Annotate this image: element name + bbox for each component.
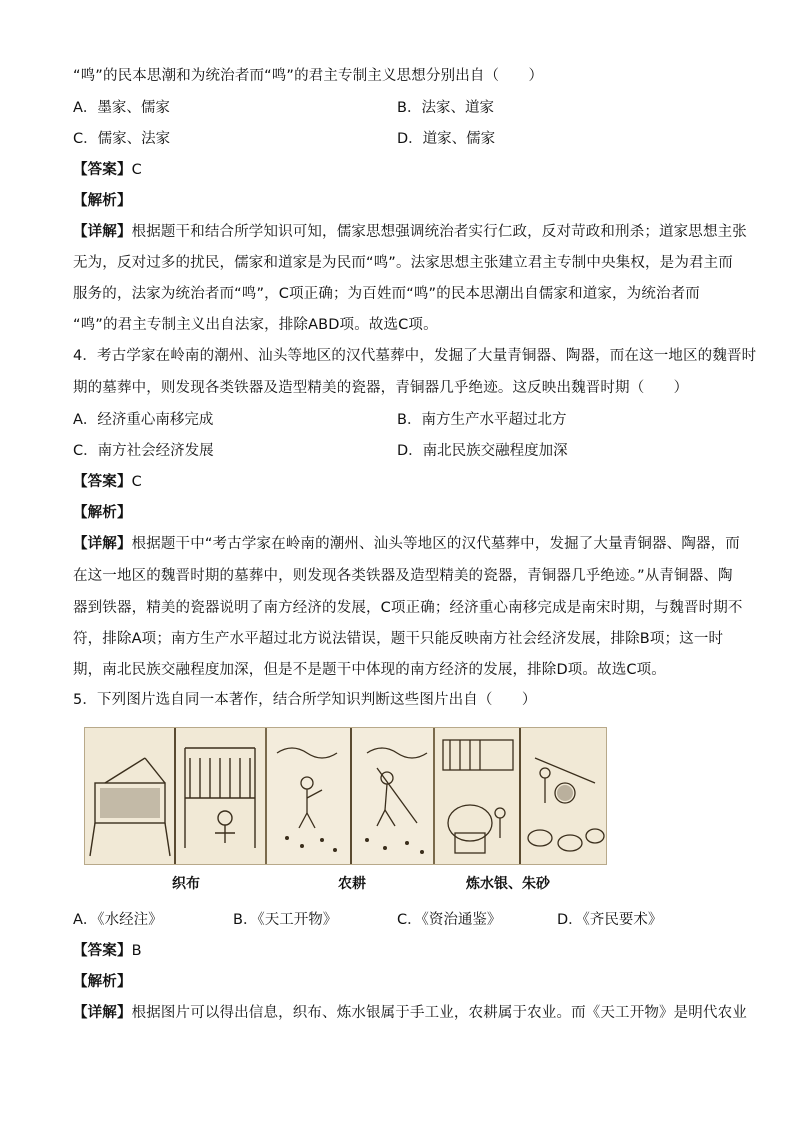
q4-detail-line-4: 符，排除A项；南方生产水平超过北方说法错误，题干只能反映南方社会经济发展，排除B项；这一时 [73, 631, 724, 647]
detail-text: 根据题干中“考古学家在岭南的潮州、汕头等地区的汉代墓葬中，发掘了大量青铜器、陶器，而 [131, 536, 740, 552]
q3-option-a: A．墨家、儒家 [73, 100, 170, 116]
answer-tag: 【答案】 [73, 474, 132, 490]
farming-illustration [267, 728, 435, 864]
q5-option-b: B．《天工开物》 [233, 912, 338, 928]
q5-option-c: C．《资治通鉴》 [397, 912, 502, 928]
q5-option-d: D．《齐民要术》 [557, 912, 663, 928]
caption-refining: 炼水银、朱砂 [466, 876, 550, 892]
detail-tag: 【详解】 [73, 224, 132, 240]
q4-stem-line-2: 期的墓葬中，则发现各类铁器及造型精美的瓷器，青铜器几乎绝迹。这反映出魏晋时期（ ） [73, 380, 689, 396]
q3-detail-line-3: 服务的，法家为统治者而“鸣”，C项正确；为百姓而“鸣”的民本思潮出自儒家和道家，为统治者而 [73, 286, 700, 302]
detail-text: 根据题干和结合所学知识可知，儒家思想强调统治者实行仁政，反对苛政和刑杀；道家思想主张 [131, 224, 747, 240]
q3-answer [73, 160, 723, 180]
q4-answer [73, 472, 723, 492]
q4-option-c: C．南方社会经济发展 [73, 443, 214, 459]
q4-detail-line-1 [73, 534, 740, 554]
detail-tag: 【详解】 [73, 536, 132, 552]
q3-analysis-tag [73, 191, 723, 211]
woodcut-illustrations [84, 727, 607, 865]
q4-detail-line-2: 在这一地区的魏晋时期的墓葬中，则发现各类铁器及造型精美的瓷器，青铜器几乎绝迹。”从青铜器、陶 [73, 568, 733, 584]
answer-value: B [131, 943, 142, 959]
q4-analysis-tag [73, 503, 723, 523]
q5-detail-line-1 [73, 1003, 747, 1023]
answer-tag: 【答案】 [73, 162, 132, 178]
detail-text: 根据图片可以得出信息，织布、炼水银属于手工业，农耕属于农业。而《天工开物》是明代农业 [131, 1005, 747, 1021]
caption-farming: 农耕 [338, 876, 366, 892]
q4-option-d: D．南北民族交融程度加深 [397, 443, 568, 459]
q4-option-b: B．南方生产水平超过北方 [397, 412, 567, 428]
q3-option-b: B．法家、道家 [397, 100, 494, 116]
caption-weaving: 织布 [172, 876, 200, 892]
q4-option-a: A．经济重心南移完成 [73, 412, 214, 428]
q4-stem-line-1: 4．考古学家在岭南的潮州、汕头等地区的汉代墓葬中，发掘了大量青铜器、陶器，而在这一地区的魏晋时 [73, 348, 757, 364]
q3-detail-line-2: 无为，反对过多的扰民，儒家和道家是为民而“鸣”。法家思想主张建立君主专制中央集权，是为君主而 [73, 255, 733, 271]
q5-stem: 5．下列图片选自同一本著作，结合所学知识判断这些图片出自（ ） [73, 692, 537, 708]
weaving-illustration [85, 728, 267, 864]
q5-answer [73, 941, 723, 961]
q3-option-d: D．道家、儒家 [397, 131, 496, 147]
q5-analysis-tag [73, 972, 723, 992]
q4-detail-line-3: 器到铁器，精美的瓷器说明了南方经济的发展，C项正确；经济重心南移完成是南宋时期，与魏晋时期不 [73, 600, 743, 616]
q4-detail-line-5: 期，南北民族交融程度加深，但是不是题干中体现的南方经济的发展，排除D项。故选C项。 [73, 662, 666, 678]
analysis-tag: 【解析】 [73, 193, 132, 209]
q5-option-a: A．《水经注》 [73, 912, 163, 928]
q3-option-c: C．儒家、法家 [73, 131, 171, 147]
refining-illustration [435, 728, 606, 864]
detail-tag: 【详解】 [73, 1005, 132, 1021]
analysis-tag: 【解析】 [73, 974, 132, 990]
answer-value: C [131, 162, 142, 178]
q3-detail-line-1 [73, 222, 747, 242]
answer-tag: 【答案】 [73, 943, 132, 959]
analysis-tag: 【解析】 [73, 505, 132, 521]
q3-detail-line-4: “鸣”的君主专制主义出自法家，排除ABD项。故选C项。 [73, 317, 438, 333]
answer-value: C [131, 474, 142, 490]
q3-stem: “鸣”的民本思潮和为统治者而“鸣”的君主专制主义思想分别出自（ ） [73, 68, 544, 84]
